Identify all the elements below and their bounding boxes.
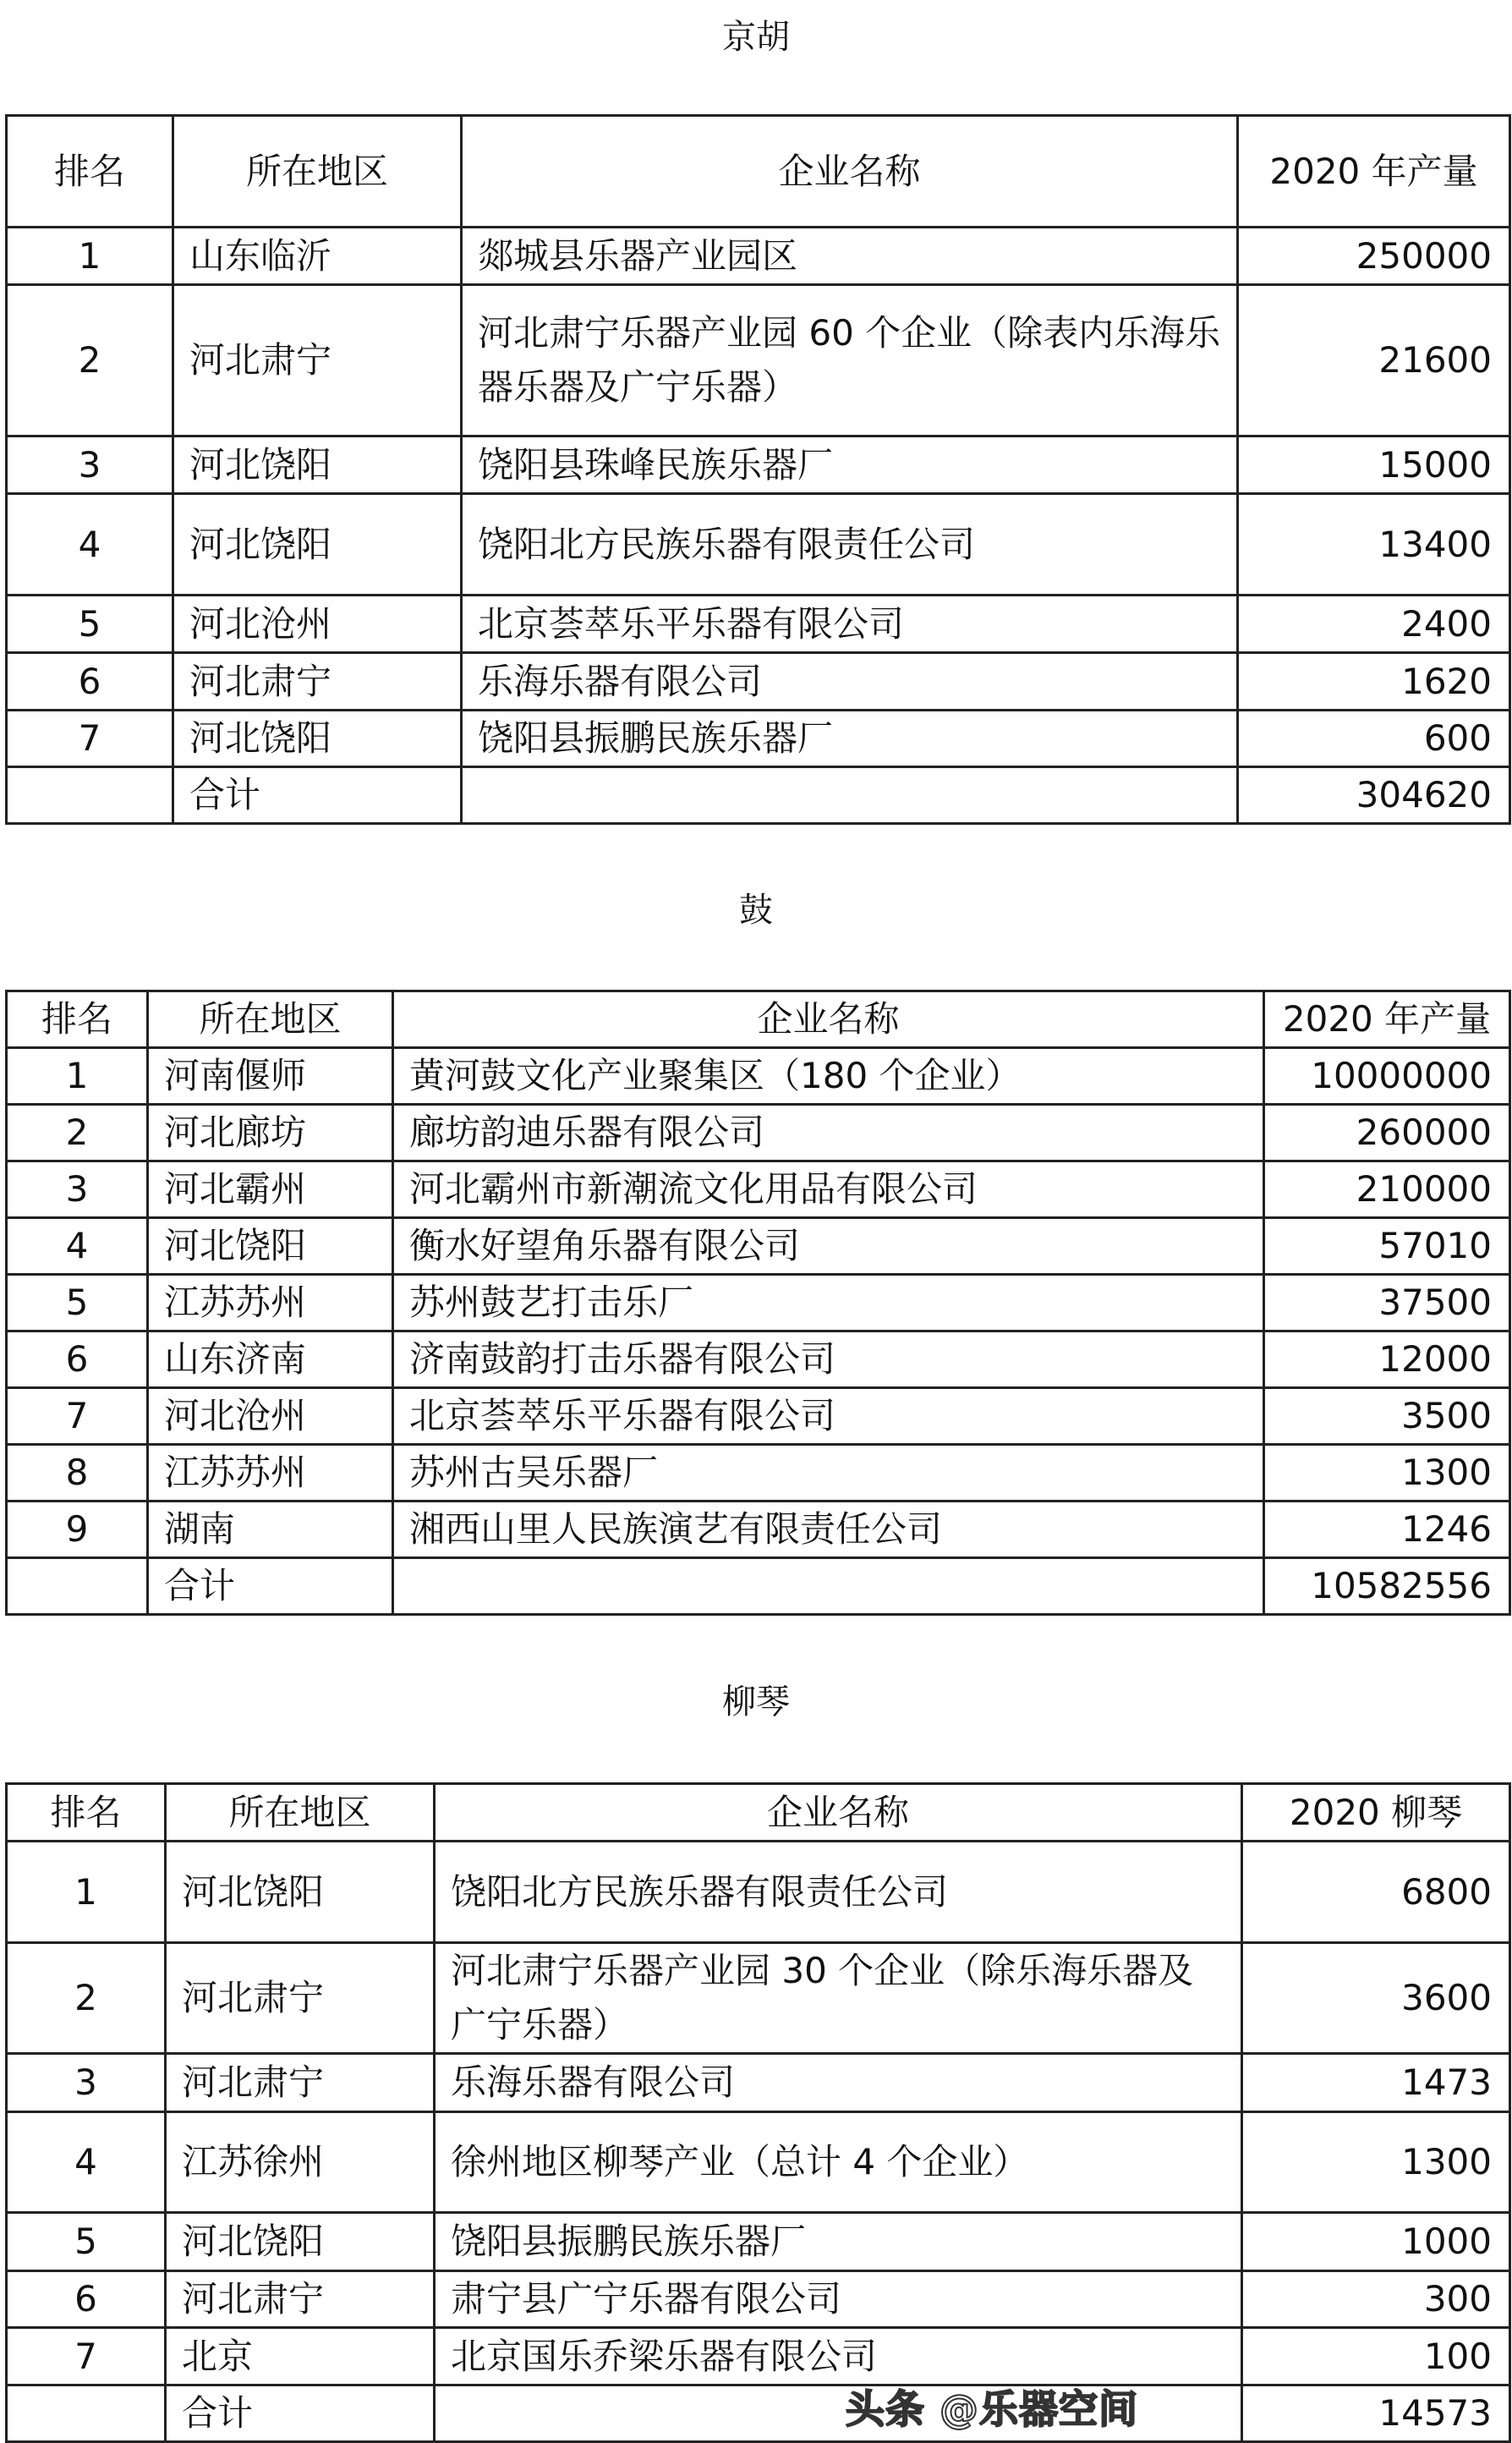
column-header: 所在地区 xyxy=(166,1784,435,1842)
output-cell: 3600 xyxy=(1242,1943,1510,2054)
rank-cell: 8 xyxy=(7,1445,148,1501)
region-cell: 河北饶阳 xyxy=(166,1842,435,1943)
rank-cell: 7 xyxy=(7,2328,166,2385)
company-cell: 饶阳县振鹏民族乐器厂 xyxy=(462,711,1238,767)
rank-cell xyxy=(7,2385,166,2442)
company-cell: 河北霸州市新潮流文化用品有限公司 xyxy=(393,1161,1264,1218)
total-row xyxy=(7,767,1510,824)
region-cell: 河北沧州 xyxy=(148,1388,393,1445)
output-cell: 57010 xyxy=(1264,1218,1510,1275)
company-cell: 河北肃宁乐器产业园 30 个企业（除乐海乐器及广宁乐器） xyxy=(435,1943,1242,2054)
column-header: 2020 柳琴 xyxy=(1242,1784,1510,1842)
rank-cell: 3 xyxy=(7,436,173,494)
table-header-row xyxy=(7,1784,1510,1842)
company-cell: 廊坊韵迪乐器有限公司 xyxy=(393,1105,1264,1161)
company-cell: 乐海乐器有限公司 xyxy=(462,653,1238,711)
table-row xyxy=(7,1388,1510,1445)
rank-cell: 6 xyxy=(7,653,173,711)
column-header: 企业名称 xyxy=(435,1784,1242,1842)
company-cell xyxy=(393,1558,1264,1615)
region-cell: 江苏苏州 xyxy=(148,1445,393,1501)
output-cell: 210000 xyxy=(1264,1161,1510,1218)
table-title: 鼓 xyxy=(739,891,773,930)
table-title: 京胡 xyxy=(722,18,790,57)
output-cell: 1000 xyxy=(1242,2213,1510,2271)
rank-cell: 5 xyxy=(7,2213,166,2271)
company-cell: 饶阳县振鹏民族乐器厂 xyxy=(435,2213,1242,2271)
output-cell: 10582556 xyxy=(1264,1558,1510,1615)
table-row xyxy=(7,1105,1510,1161)
output-cell: 10000000 xyxy=(1264,1048,1510,1105)
rank-cell: 5 xyxy=(7,1275,148,1331)
table-row xyxy=(7,285,1510,436)
rank-cell: 2 xyxy=(7,285,173,436)
output-cell: 300 xyxy=(1242,2271,1510,2328)
table-row xyxy=(7,1331,1510,1388)
company-cell: 北京荟萃乐平乐器有限公司 xyxy=(462,596,1238,653)
output-cell: 250000 xyxy=(1238,228,1510,285)
table-row xyxy=(7,228,1510,285)
region-cell: 河北饶阳 xyxy=(173,711,462,767)
rank-cell: 6 xyxy=(7,2271,166,2328)
region-cell: 河北饶阳 xyxy=(173,436,462,494)
company-cell: 苏州古吴乐器厂 xyxy=(393,1445,1264,1501)
company-cell: 乐海乐器有限公司 xyxy=(435,2054,1242,2112)
table-header-row xyxy=(7,116,1510,228)
table-row xyxy=(7,2054,1510,2112)
region-cell: 河北肃宁 xyxy=(173,653,462,711)
region-cell: 湖南 xyxy=(148,1501,393,1558)
company-cell: 济南鼓韵打击乐器有限公司 xyxy=(393,1331,1264,1388)
rank-cell: 4 xyxy=(7,2112,166,2213)
company-cell: 河北肃宁乐器产业园 60 个企业（除表内乐海乐器乐器及广宁乐器） xyxy=(462,285,1238,436)
watermark: 头条 @乐器空间 xyxy=(846,2386,1139,2432)
company-cell: 饶阳县珠峰民族乐器厂 xyxy=(462,436,1238,494)
rank-cell: 1 xyxy=(7,1842,166,1943)
table-row xyxy=(7,1048,1510,1105)
rank-cell: 3 xyxy=(7,1161,148,1218)
region-cell: 河北饶阳 xyxy=(166,2213,435,2271)
table-row xyxy=(7,1943,1510,2054)
region-cell: 河北饶阳 xyxy=(148,1218,393,1275)
table-row xyxy=(7,1275,1510,1331)
table-title: 柳琴 xyxy=(722,1683,790,1721)
region-cell: 合计 xyxy=(166,2385,435,2442)
company-cell: 饶阳北方民族乐器有限责任公司 xyxy=(462,494,1238,596)
table-row xyxy=(7,494,1510,596)
company-cell: 郯城县乐器产业园区 xyxy=(462,228,1238,285)
region-cell: 河北饶阳 xyxy=(173,494,462,596)
table-row xyxy=(7,596,1510,653)
company-cell: 苏州鼓艺打击乐厂 xyxy=(393,1275,1264,1331)
output-cell: 1300 xyxy=(1242,2112,1510,2213)
column-header: 排名 xyxy=(7,116,173,228)
output-cell: 100 xyxy=(1242,2328,1510,2385)
column-header: 所在地区 xyxy=(173,116,462,228)
region-cell: 河南偃师 xyxy=(148,1048,393,1105)
company-cell: 北京荟萃乐平乐器有限公司 xyxy=(393,1388,1264,1445)
rank-cell: 1 xyxy=(7,1048,148,1105)
rank-cell: 1 xyxy=(7,228,173,285)
table-row xyxy=(7,1842,1510,1943)
table-row xyxy=(7,2328,1510,2385)
region-cell: 河北肃宁 xyxy=(173,285,462,436)
table-row xyxy=(7,1218,1510,1275)
column-header: 2020 年产量 xyxy=(1264,991,1510,1048)
production-table xyxy=(5,1782,1511,2443)
rank-cell: 7 xyxy=(7,711,173,767)
company-cell xyxy=(462,767,1238,824)
output-cell: 13400 xyxy=(1238,494,1510,596)
output-cell: 6800 xyxy=(1242,1842,1510,1943)
output-cell: 1620 xyxy=(1238,653,1510,711)
rank-cell: 2 xyxy=(7,1943,166,2054)
rank-cell xyxy=(7,767,173,824)
region-cell: 合计 xyxy=(148,1558,393,1615)
output-cell: 12000 xyxy=(1264,1331,1510,1388)
region-cell: 北京 xyxy=(166,2328,435,2385)
region-cell: 山东济南 xyxy=(148,1331,393,1388)
total-row xyxy=(7,1558,1510,1615)
table-row xyxy=(7,1501,1510,1558)
rank-cell: 2 xyxy=(7,1105,148,1161)
column-header: 排名 xyxy=(7,991,148,1048)
production-table xyxy=(5,990,1511,1616)
table-row xyxy=(7,1445,1510,1501)
region-cell: 江苏苏州 xyxy=(148,1275,393,1331)
region-cell: 河北廊坊 xyxy=(148,1105,393,1161)
rank-cell: 5 xyxy=(7,596,173,653)
company-cell: 湘西山里人民族演艺有限责任公司 xyxy=(393,1501,1264,1558)
rank-cell: 3 xyxy=(7,2054,166,2112)
company-cell: 北京国乐乔梁乐器有限公司 xyxy=(435,2328,1242,2385)
rank-cell: 6 xyxy=(7,1331,148,1388)
column-header: 企业名称 xyxy=(393,991,1264,1048)
total-row xyxy=(7,2385,1510,2442)
region-cell: 河北肃宁 xyxy=(166,1943,435,2054)
region-cell: 合计 xyxy=(173,767,462,824)
output-cell: 14573 xyxy=(1242,2385,1510,2442)
column-header: 排名 xyxy=(7,1784,166,1842)
output-cell: 304620 xyxy=(1238,767,1510,824)
table-row xyxy=(7,1161,1510,1218)
table-row xyxy=(7,653,1510,711)
rank-cell: 4 xyxy=(7,1218,148,1275)
region-cell: 河北沧州 xyxy=(173,596,462,653)
region-cell: 江苏徐州 xyxy=(166,2112,435,2213)
output-cell: 260000 xyxy=(1264,1105,1510,1161)
company-cell: 饶阳北方民族乐器有限责任公司 xyxy=(435,1842,1242,1943)
company-cell: 肃宁县广宁乐器有限公司 xyxy=(435,2271,1242,2328)
table-header-row xyxy=(7,991,1510,1048)
output-cell: 15000 xyxy=(1238,436,1510,494)
output-cell: 37500 xyxy=(1264,1275,1510,1331)
company-cell: 衡水好望角乐器有限公司 xyxy=(393,1218,1264,1275)
table-row xyxy=(7,2271,1510,2328)
rank-cell: 7 xyxy=(7,1388,148,1445)
output-cell: 2400 xyxy=(1238,596,1510,653)
region-cell: 山东临沂 xyxy=(173,228,462,285)
output-cell: 3500 xyxy=(1264,1388,1510,1445)
output-cell: 1300 xyxy=(1264,1445,1510,1501)
output-cell: 600 xyxy=(1238,711,1510,767)
rank-cell: 4 xyxy=(7,494,173,596)
region-cell: 河北肃宁 xyxy=(166,2271,435,2328)
rank-cell xyxy=(7,1558,148,1615)
table-row xyxy=(7,436,1510,494)
column-header: 企业名称 xyxy=(462,116,1238,228)
company-cell: 徐州地区柳琴产业（总计 4 个企业） xyxy=(435,2112,1242,2213)
rank-cell: 9 xyxy=(7,1501,148,1558)
column-header: 2020 年产量 xyxy=(1238,116,1510,228)
company-cell: 黄河鼓文化产业聚集区（180 个企业） xyxy=(393,1048,1264,1105)
output-cell: 21600 xyxy=(1238,285,1510,436)
output-cell: 1473 xyxy=(1242,2054,1510,2112)
table-row xyxy=(7,2213,1510,2271)
region-cell: 河北霸州 xyxy=(148,1161,393,1218)
output-cell: 1246 xyxy=(1264,1501,1510,1558)
table-row xyxy=(7,2112,1510,2213)
table-row xyxy=(7,711,1510,767)
column-header: 所在地区 xyxy=(148,991,393,1048)
production-table xyxy=(5,114,1511,825)
region-cell: 河北肃宁 xyxy=(166,2054,435,2112)
